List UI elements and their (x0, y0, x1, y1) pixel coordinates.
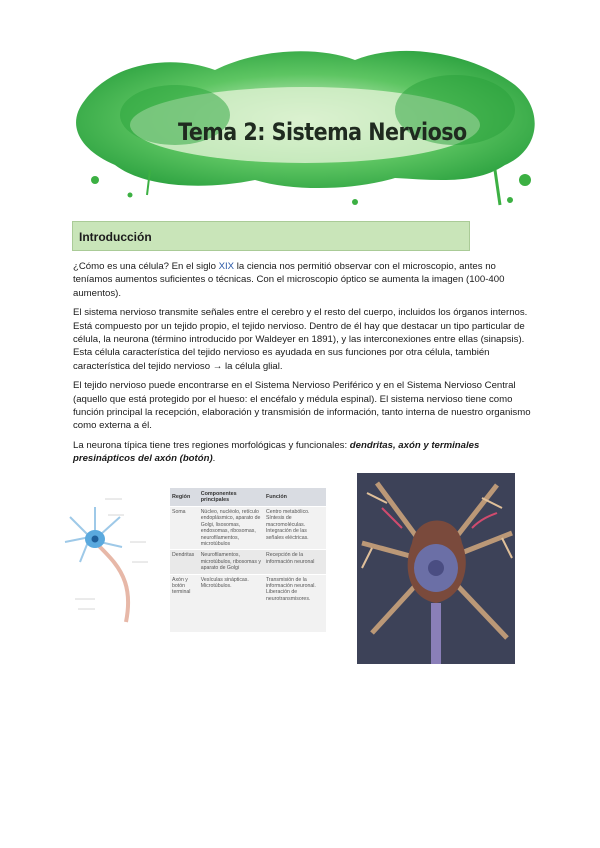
neuron-illustration (357, 473, 515, 664)
table-cell: Neurofilamentos, microtúbulos, ribosomas y aparato de Golgi (199, 550, 264, 574)
table-cell: Soma (170, 507, 199, 550)
paragraph-4-text-b: . (212, 453, 216, 465)
neuron-diagram (50, 487, 160, 627)
table-cell: Recepción de la información neuronal (264, 550, 326, 574)
highlight-text: XIX (218, 261, 235, 272)
paragraph-1 (73, 260, 533, 300)
table-row (170, 550, 326, 574)
table-header: Componentes principales (199, 488, 264, 507)
page-title: Tema 2: Sistema Nervioso (178, 118, 467, 146)
table-cell: Centro metabólico. Síntesis de macromoléculas. Integración de las señales eléctricas. (264, 507, 326, 550)
table-cell: Vesículas sinápticas. Microtúbulos. (199, 574, 264, 604)
paragraph-4-text-a: La neurona típica tiene tres regiones morfológicas y funcionales: (73, 439, 350, 451)
table-row (170, 574, 326, 604)
table-cell: Núcleo, nucléolo, retículo endoplásmico, aparato de Golgi, lisosomas, endosomas, ribosomas, neurofilamentos, microtúbulos (199, 507, 264, 550)
paragraph-1-text-a: ¿Cómo es una célula? En el siglo (73, 261, 219, 272)
table-cell: Axón y botón terminal (170, 574, 199, 604)
section-title: Introducción (79, 230, 152, 244)
table-header: Región (170, 488, 199, 507)
table-row (170, 507, 326, 550)
emphasis-text: dendritas, axón y terminales presinápticos del axón (botón) (73, 439, 480, 465)
paragraph-4 (73, 439, 533, 466)
neuron-regions-table (170, 488, 326, 632)
body-text (73, 260, 533, 472)
table-header: Función (264, 488, 326, 507)
paragraph-3: El tejido nervioso puede encontrarse en el Sistema Nervioso Periférico y en el Sistema Nervioso Central (aquello que está protegido por el hueso: el encéfalo y médula espinal). El sistema nervioso tiene como función principal la recepción, elaboración y transmisión de información, tanto interna de nuestro organismo como externa a él. (73, 380, 531, 432)
paragraph-2: El sistema nervioso transmite señales entre el cerebro y el resto del cuerpo, incluidos los órganos internos. Está compuesto por un tejido propio, el tejido nervioso. Dentro de él hay que destacar un tipo particular de célula, la neurona (término introducido por Waldeyer en 1891), y las interconexiones entre ellas (sinapsis). Esta célula característica del tejido nervioso es ayudada en sus funciones por otra célula, también característica del tejido nervioso → la célula glial. (73, 307, 528, 372)
table-cell: Dendritas (170, 550, 199, 574)
paragraph-1-text-b: la ciencia nos permitió observar con el microscopio, antes no teníamos aumentos suficientes o técnicas. Con el microscopio óptico se aumenta la imagen (100-400 aumentos). (73, 261, 505, 299)
table-cell: Transmisión de la información neuronal. Liberación de neurotransmisores. (264, 574, 326, 604)
section-header (72, 221, 470, 251)
